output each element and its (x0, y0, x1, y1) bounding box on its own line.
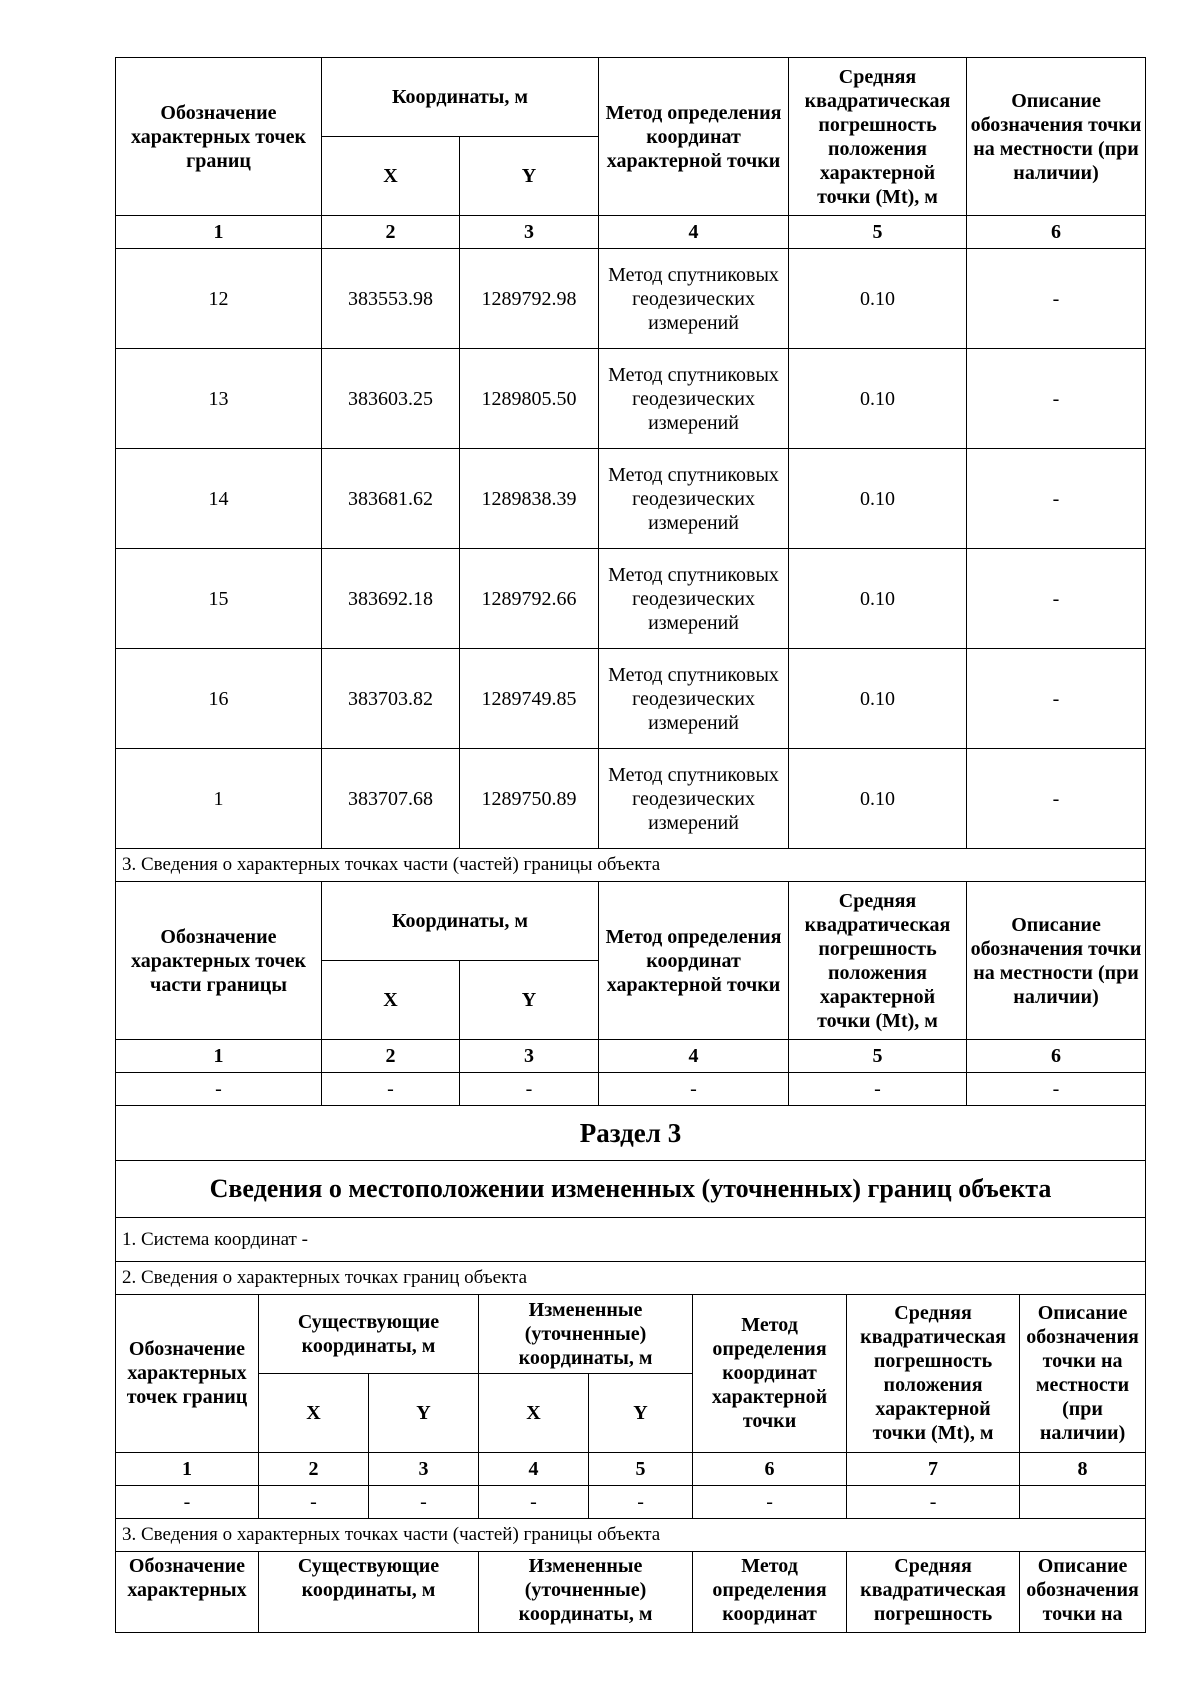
boundary-points-table (115, 57, 1146, 1295)
col-number: 7 (847, 1452, 1020, 1485)
error: 0.10 (789, 549, 967, 649)
col-description-header: Описание обозначения точки на местности (при наличии) (967, 58, 1146, 216)
method: Метод спутниковых геодезических измерений (599, 649, 789, 749)
col-number: 5 (789, 216, 967, 249)
document-page (115, 57, 1145, 1633)
part-col-description-header: Описание обозначения точки на местности (при наличии) (967, 882, 1146, 1040)
point-id: 16 (116, 649, 322, 749)
method: Метод спутниковых геодезических измерений (599, 349, 789, 449)
method: Метод спутниковых геодезических измерений (599, 449, 789, 549)
coord-x: 383681.62 (322, 449, 460, 549)
part-col-method-header: Метод определения координат характерной точки (599, 882, 789, 1040)
col-number: 1 (116, 1452, 259, 1485)
cell: - (259, 1485, 369, 1518)
s3-existing-x-header: X (259, 1373, 369, 1452)
col-number: 4 (479, 1452, 589, 1485)
s3-changed-x-header: X (479, 1373, 589, 1452)
method: Метод спутниковых геодезических измерений (599, 749, 789, 849)
s3-col-description-header: Описание обозначения точки на местности (при наличии) (1020, 1294, 1146, 1452)
s3p-col-description-header: Описание обозначения точки на (1020, 1551, 1146, 1632)
description: - (967, 549, 1146, 649)
col-error-header: Средняя квадратическая погрешность положения характерной точки (Mt), м (789, 58, 967, 216)
col-coords-header: Координаты, м (322, 58, 599, 137)
col-number: 6 (967, 216, 1146, 249)
col-number: 6 (693, 1452, 847, 1485)
error: 0.10 (789, 249, 967, 349)
table-row (116, 649, 1146, 749)
method: Метод спутниковых геодезических измерений (599, 249, 789, 349)
cell (1020, 1485, 1146, 1518)
point-id: 1 (116, 749, 322, 849)
error: 0.10 (789, 449, 967, 549)
coord-x: 383703.82 (322, 649, 460, 749)
table-row (116, 249, 1146, 349)
table-row (116, 749, 1146, 849)
col-method-header: Метод определения координат характерной точки (599, 58, 789, 216)
col-number: 4 (599, 1040, 789, 1073)
cell: - (479, 1485, 589, 1518)
cell: - (369, 1485, 479, 1518)
part-col-error-header: Средняя квадратическая погрешность положения характерной точки (Mt), м (789, 882, 967, 1040)
cell: - (693, 1485, 847, 1518)
point-id: 12 (116, 249, 322, 349)
coord-y: 1289805.50 (460, 349, 599, 449)
coord-y: 1289749.85 (460, 649, 599, 749)
s3-changed-y-header: Y (589, 1373, 693, 1452)
part-col-designation-header: Обозначение характерных точек части границы (116, 882, 322, 1040)
cell: - (116, 1073, 322, 1106)
col-number: 3 (460, 216, 599, 249)
coord-x: 383553.98 (322, 249, 460, 349)
s3-col-method-header: Метод определения координат характерной точки (693, 1294, 847, 1452)
coord-y: 1289838.39 (460, 449, 599, 549)
col-number: 8 (1020, 1452, 1146, 1485)
coord-x: 383692.18 (322, 549, 460, 649)
table-row (116, 549, 1146, 649)
description: - (967, 249, 1146, 349)
section-title: Раздел 3 (116, 1106, 1146, 1161)
table-row (116, 449, 1146, 549)
part-col-y-header: Y (460, 961, 599, 1040)
part-col-coords-header: Координаты, м (322, 882, 599, 961)
description: - (967, 649, 1146, 749)
point-id: 15 (116, 549, 322, 649)
method: Метод спутниковых геодезических измерений (599, 549, 789, 649)
col-number: 4 (599, 216, 789, 249)
error: 0.10 (789, 649, 967, 749)
error: 0.10 (789, 349, 967, 449)
s3-part-points-note: 3. Сведения о характерных точках части (частей) границы объекта (116, 1518, 1146, 1551)
coord-y: 1289750.89 (460, 749, 599, 849)
description: - (967, 449, 1146, 549)
s3p-col-method-header: Метод определения координат (693, 1551, 847, 1632)
col-number: 5 (789, 1040, 967, 1073)
coord-y: 1289792.98 (460, 249, 599, 349)
s3p-col-changed-header: Измененные (уточненные) координаты, м (479, 1551, 693, 1632)
point-id: 14 (116, 449, 322, 549)
s3-col-changed-header: Измененные (уточненные) координаты, м (479, 1294, 693, 1373)
table-row (116, 1073, 1146, 1106)
s3p-col-existing-header: Существующие координаты, м (259, 1551, 479, 1632)
col-number: 5 (589, 1452, 693, 1485)
cell: - (789, 1073, 967, 1106)
changed-boundary-table (115, 1294, 1146, 1633)
cell: - (322, 1073, 460, 1106)
s3-col-existing-header: Существующие координаты, м (259, 1294, 479, 1373)
col-number: 1 (116, 216, 322, 249)
point-id: 13 (116, 349, 322, 449)
description: - (967, 349, 1146, 449)
coord-x: 383603.25 (322, 349, 460, 449)
s3-existing-y-header: Y (369, 1373, 479, 1452)
col-number: 3 (460, 1040, 599, 1073)
part-col-x-header: X (322, 961, 460, 1040)
cell: - (589, 1485, 693, 1518)
points-info-line: 2. Сведения о характерных точках границ объекта (116, 1262, 1146, 1295)
col-designation-header: Обозначение характерных точек границ (116, 58, 322, 216)
cell: - (460, 1073, 599, 1106)
col-number: 2 (322, 216, 460, 249)
col-number: 2 (259, 1452, 369, 1485)
s3-col-designation-header: Обозначение характерных точек границ (116, 1294, 259, 1452)
description: - (967, 749, 1146, 849)
section-subtitle: Сведения о местоположении измененных (уточненных) границ объекта (116, 1161, 1146, 1218)
s3p-col-designation-header: Обозначение характерных (116, 1551, 259, 1632)
part-points-note: 3. Сведения о характерных точках части (частей) границы объекта (116, 849, 1146, 882)
cell: - (599, 1073, 789, 1106)
table-row (116, 1485, 1146, 1518)
cell: - (116, 1485, 259, 1518)
cell: - (967, 1073, 1146, 1106)
col-number: 2 (322, 1040, 460, 1073)
coord-y: 1289792.66 (460, 549, 599, 649)
col-y-header: Y (460, 137, 599, 216)
coord-x: 383707.68 (322, 749, 460, 849)
cell: - (847, 1485, 1020, 1518)
col-x-header: X (322, 137, 460, 216)
table-row (116, 349, 1146, 449)
error: 0.10 (789, 749, 967, 849)
col-number: 6 (967, 1040, 1146, 1073)
s3-col-error-header: Средняя квадратическая погрешность положения характерной точки (Mt), м (847, 1294, 1020, 1452)
coord-system-line: 1. Система координат - (116, 1218, 1146, 1262)
col-number: 1 (116, 1040, 322, 1073)
s3p-col-error-header: Средняя квадратическая погрешность (847, 1551, 1020, 1632)
col-number: 3 (369, 1452, 479, 1485)
